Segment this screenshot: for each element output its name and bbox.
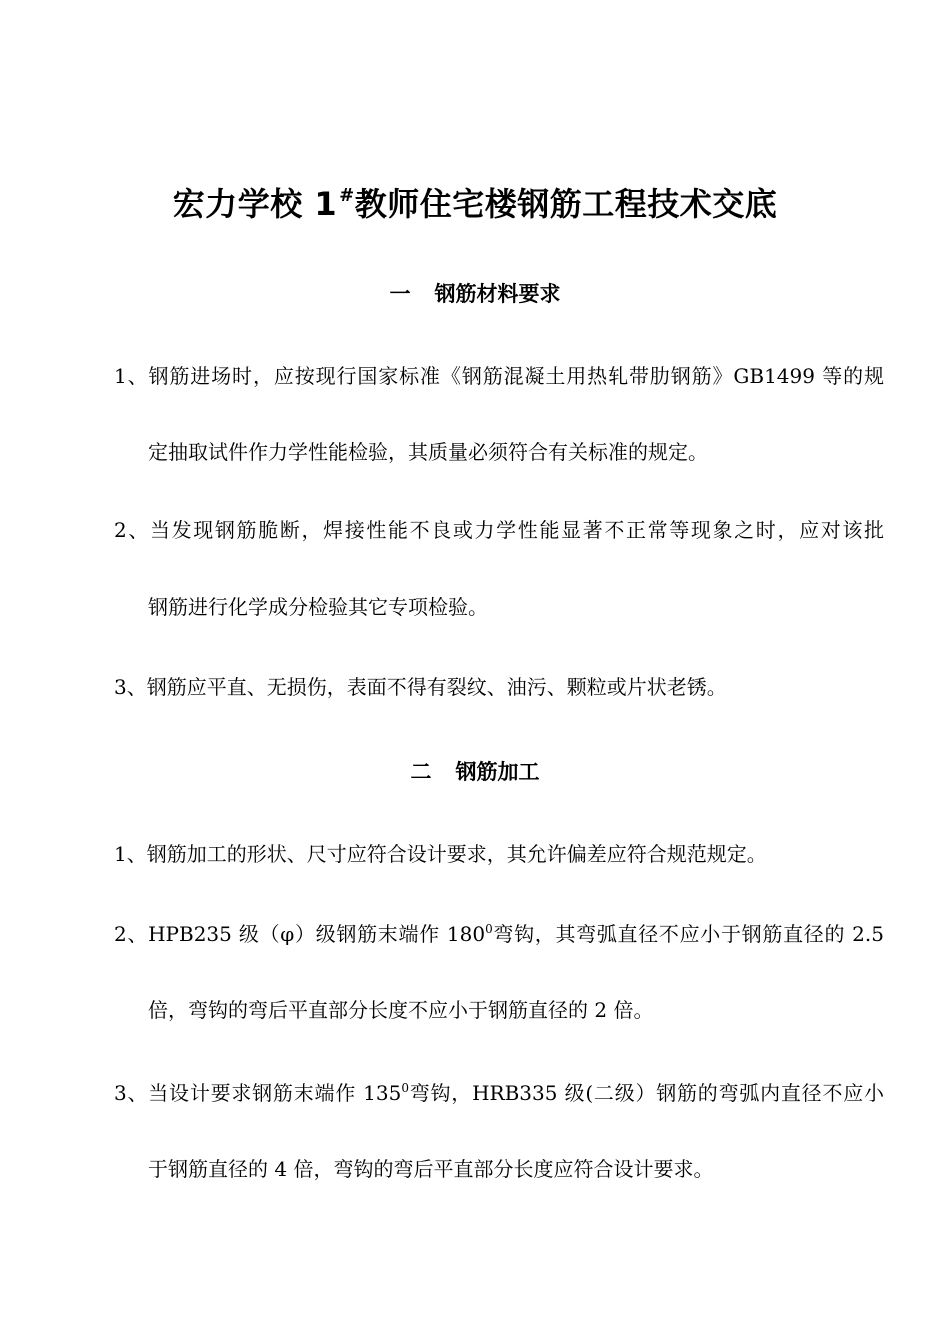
section-heading-materials — [0, 278, 950, 310]
item-1-1-line-1: 1、钢筋进场时，应按现行国家标准《钢筋混凝土用热轧带肋钢筋》GB1499 等的规 — [114, 364, 884, 388]
item-2-2-text-b: 弯钩，其弯弧直径不应小于钢筋直径的 2.5 — [492, 922, 884, 946]
item-2-2-line-2: 倍，弯钩的弯后平直部分长度不应小于钢筋直径的 2 倍。 — [148, 998, 654, 1022]
section-number: 一 — [389, 282, 411, 306]
item-1-3-line-1: 3、钢筋应平直、无损伤，表面不得有裂纹、油污、颗粒或片状老锈。 — [114, 675, 727, 699]
section-number: 二 — [410, 760, 432, 784]
item-1-2-line-1: 2、当发现钢筋脆断，焊接性能不良或力学性能显著不正常等现象之时，应对该批 — [114, 518, 884, 542]
title-part-2: 教师住宅楼钢筋工程技术交底 — [354, 185, 778, 223]
item-2-3-text-a: 3、当设计要求钢筋末端作 135 — [114, 1081, 402, 1105]
item-2-2-text-a: 2、HPB235 级（φ）级钢筋末端作 180 — [114, 922, 486, 946]
item-2-1-line-1: 1、钢筋加工的形状、尺寸应符合设计要求，其允许偏差应符合规范规定。 — [114, 842, 767, 866]
degree-superscript: 0 — [401, 1081, 409, 1095]
degree-superscript: 0 — [485, 922, 493, 936]
title-superscript: # — [339, 185, 355, 206]
section-title: 钢筋材料要求 — [434, 282, 561, 306]
section-heading-processing — [0, 756, 950, 788]
section-title: 钢筋加工 — [455, 760, 540, 784]
item-2-2-line-1 — [114, 918, 884, 950]
title-part-1: 宏力学校 1 — [172, 185, 338, 223]
item-2-3-line-1 — [114, 1077, 884, 1109]
item-1-2-line-2: 钢筋进行化学成分检验其它专项检验。 — [148, 595, 488, 619]
document-title — [0, 180, 950, 228]
item-2-3-line-2: 于钢筋直径的 4 倍，弯钩的弯后平直部分长度应符合设计要求。 — [148, 1157, 714, 1181]
item-2-3-text-b: 弯钩，HRB335 级(二级）钢筋的弯弧内直径不应小 — [408, 1081, 884, 1105]
item-1-1-line-2: 定抽取试件作力学性能检验，其质量必须符合有关标准的规定。 — [148, 440, 708, 464]
